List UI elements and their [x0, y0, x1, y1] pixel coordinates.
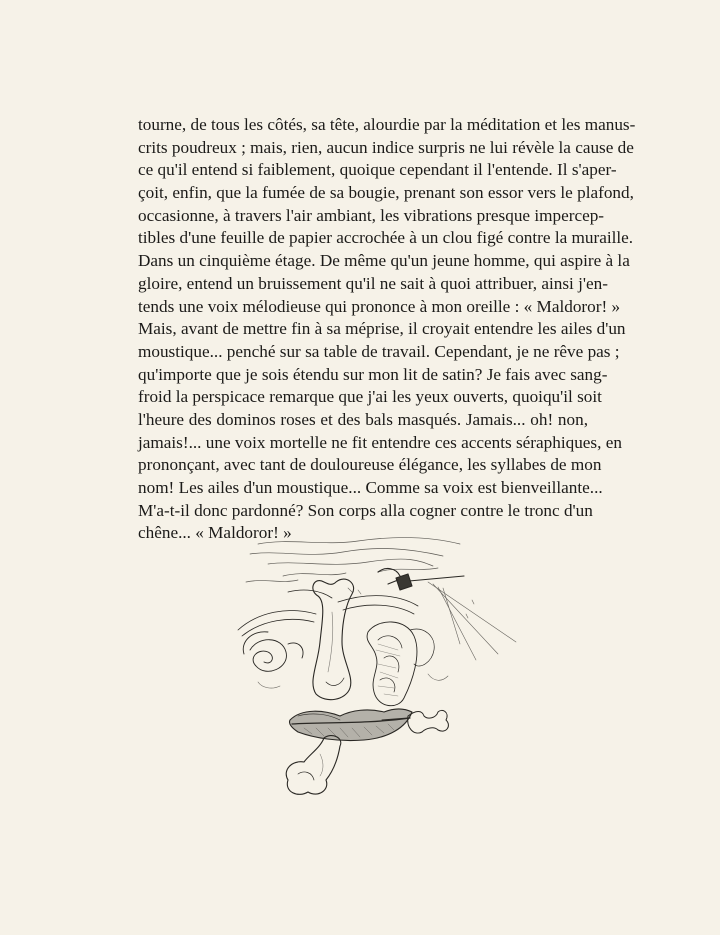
text-line: crits poudreux ; mais, rien, aucun indice surpris ne lui révèle la cause de	[138, 137, 634, 157]
text-line: Dans un cinquième étage. De même qu'un jeune homme, qui aspire à la	[138, 251, 630, 271]
text-line: jamais!... une voix mortelle ne fit entendre ces accents séraphiques, en	[138, 432, 622, 452]
text-line: moustique... penché sur sa table de travail. Cependant, je ne rêve pas ;	[138, 341, 620, 361]
passage-text	[138, 114, 636, 545]
text-line: nom! Les ailes d'un moustique... Comme sa voix est bienveillante...	[138, 478, 603, 497]
bone-nose	[313, 579, 354, 700]
text-line: l'heure des dominos roses et des bals masqués. Jamais... oh! non,	[138, 409, 588, 429]
text-line: prononçant, avec tant de douloureuse élégance, les syllabes de mon	[138, 455, 602, 475]
lips	[289, 709, 412, 741]
left-eye-rose	[243, 632, 303, 672]
ink-flecks	[258, 588, 474, 688]
text-line: çoit, enfin, que la fumée de sa bougie, prenant son essor vers le plafond,	[138, 183, 634, 203]
eye-hatching	[376, 644, 400, 696]
text-line: Mais, avant de mettre fin à sa méprise, il croyait entendre les ailes d'un	[138, 319, 626, 339]
text-line: froid la perspicace remarque que j'ai les yeux ouverts, quoiqu'il soit	[138, 387, 602, 407]
text-line: occasionne, à travers l'air ambiant, les vibrations presque impercep-	[138, 205, 605, 225]
forehead-lines	[238, 590, 418, 636]
text-line: qu'importe que je sois étendu sur mon lit de satin? Je fais avec sang-	[138, 364, 608, 384]
surreal-face-illustration	[228, 532, 518, 810]
text-line: gloire, entend un bruissement qu'il ne sait à quoi attribuer, ainsi j'en-	[138, 273, 608, 293]
right-eye-mass	[367, 622, 434, 706]
text-line: ce qu'il entend si faiblement, quoique cependant il l'entende. Il s'aper-	[138, 160, 617, 180]
dagger	[378, 569, 464, 590]
text-line: tends une voix mélodieuse qui prononce à mon oreille : « Maldoror! »	[138, 296, 621, 316]
text-line: M'a-t-il donc pardonné? Son corps alla cogner contre le tronc d'un	[138, 500, 593, 520]
hanging-bone	[286, 736, 341, 795]
text-line: tourne, de tous les côtés, sa tête, alourdie par la méditation et les manus-	[138, 115, 636, 134]
light-rays	[428, 582, 516, 660]
cloud-strokes	[246, 538, 460, 582]
text-line: tibles d'une feuille de papier accrochée à un clou figé contre la muraille.	[138, 228, 634, 248]
text-line: chêne... « Maldoror! »	[138, 523, 292, 543]
